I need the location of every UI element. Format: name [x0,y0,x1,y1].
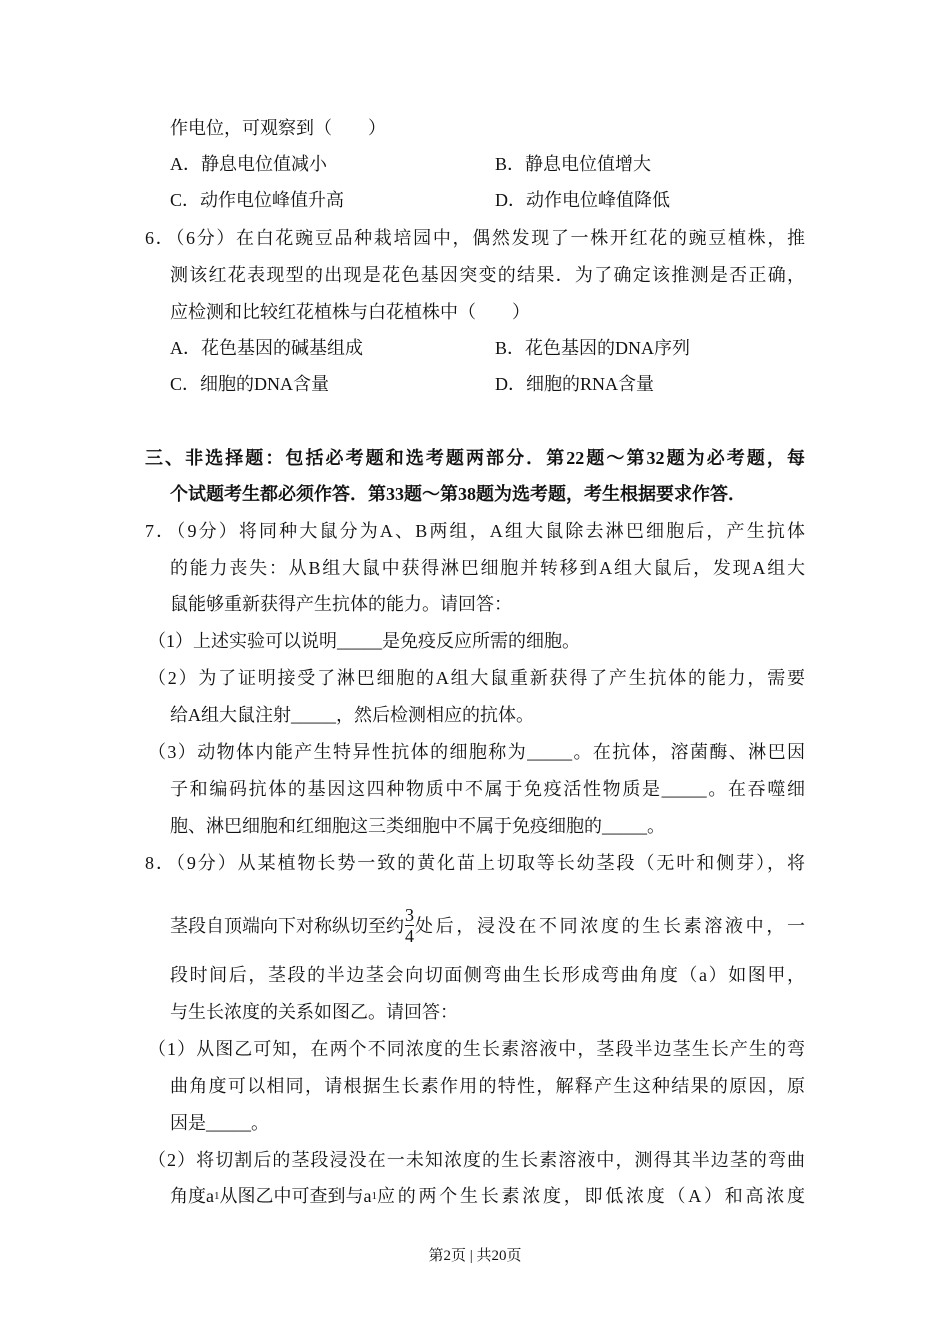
fraction [405,905,414,946]
section-heading: 个试题考生都必须作答．第33题～第38题为选考题，考生根据要求作答． [170,484,746,504]
q8-line-fraction [170,905,805,946]
q7-line: 7．（9分）将同种大鼠分为A、B两组，A组大鼠除去淋巴细胞后，产生抗体 [145,521,805,541]
q8-text: 从图乙中可查到与a [219,1186,372,1206]
q5-option-c: C．动作电位峰值升高 [170,190,345,210]
q7-line: 鼠能够重新获得产生抗体的能力。请回答： [170,594,512,614]
q8-part-2 [170,1184,805,1208]
q6-option-c: C．细胞的DNA含量 [170,374,330,394]
q7-part-2: （2）为了证明接受了淋巴细胞的A组大鼠重新获得了产生抗体的能力，需要 [148,668,805,688]
q7-part-1: （1）上述实验可以说明_____是免疫反应所需的细胞。 [148,631,580,651]
q8-part-2: （2）将切割后的茎段浸没在一未知浓度的生长素溶液中，测得其半边茎的弯曲 [148,1150,805,1170]
q5-option-b: B．静息电位值增大 [495,154,652,174]
q6-option-d: D．细胞的RNA含量 [495,374,655,394]
q6-line: 应检测和比较红花植株与白花植株中（ ） [170,302,530,322]
q8-part-1: 因是_____。 [170,1113,269,1133]
q8-line: 与生长浓度的关系如图乙。请回答： [170,1002,458,1022]
q8-text: 处后，浸没在不同浓度的生长素溶液中，一 [415,915,805,936]
q5-option-d: D．动作电位峰值降低 [495,190,670,210]
q7-part-2: 给A组大鼠注射_____，然后检测相应的抗体。 [170,705,534,725]
q6-option-a: A．花色基因的碱基组成 [170,338,363,358]
q8-part-1: 曲角度可以相同，请根据生长素作用的特性，解释产生这种结果的原因，原 [170,1076,805,1096]
q8-line: 8．（9分）从某植物长势一致的黄化苗上切取等长幼茎段（无叶和侧芽），将 [145,853,805,873]
fraction-denominator: 4 [405,926,414,946]
q8-text: 角度a [170,1186,214,1206]
q8-text: 应的两个生长素浓度，即低浓度（A）和高浓度 [377,1186,805,1206]
q7-part-3: 胞、淋巴细胞和红细胞这三类细胞中不属于免疫细胞的_____。 [170,816,665,836]
q6-line: 测该红花表现型的出现是花色基因突变的结果．为了确定该推测是否正确， [170,265,805,285]
q8-text: 茎段自顶端向下对称纵切至约 [170,915,404,936]
fraction-numerator: 3 [405,905,414,925]
page-footer: 第2页 | 共20页 [428,1248,522,1264]
subscript: 1 [371,1190,377,1202]
q6-line: 6．（6分）在白花豌豆品种栽培园中，偶然发现了一株开红花的豌豆植株，推 [145,228,805,248]
subscript: 1 [214,1190,220,1202]
section-heading: 三、非选择题：包括必考题和选考题两部分．第22题～第32题为必考题，每 [145,448,805,468]
q7-part-3: 子和编码抗体的基因这四种物质中不属于免疫活性物质是_____。在吞噬细 [170,779,805,799]
q5-continuation: 作电位，可观察到（ ） [170,118,386,138]
q5-option-a: A．静息电位值减小 [170,154,327,174]
q8-line: 段时间后，茎段的半边茎会向切面侧弯曲生长形成弯曲角度（a）如图甲， [170,965,805,985]
q6-option-b: B．花色基因的DNA序列 [495,338,691,358]
q7-line: 的能力丧失：从B组大鼠中获得淋巴细胞并转移到A组大鼠后，发现A组大 [170,558,805,578]
q7-part-3: （3）动物体内能产生特异性抗体的细胞称为_____。在抗体，溶菌酶、淋巴因 [148,742,805,762]
q8-part-1: （1）从图乙可知，在两个不同浓度的生长素溶液中，茎段半边茎生长产生的弯 [148,1039,805,1059]
